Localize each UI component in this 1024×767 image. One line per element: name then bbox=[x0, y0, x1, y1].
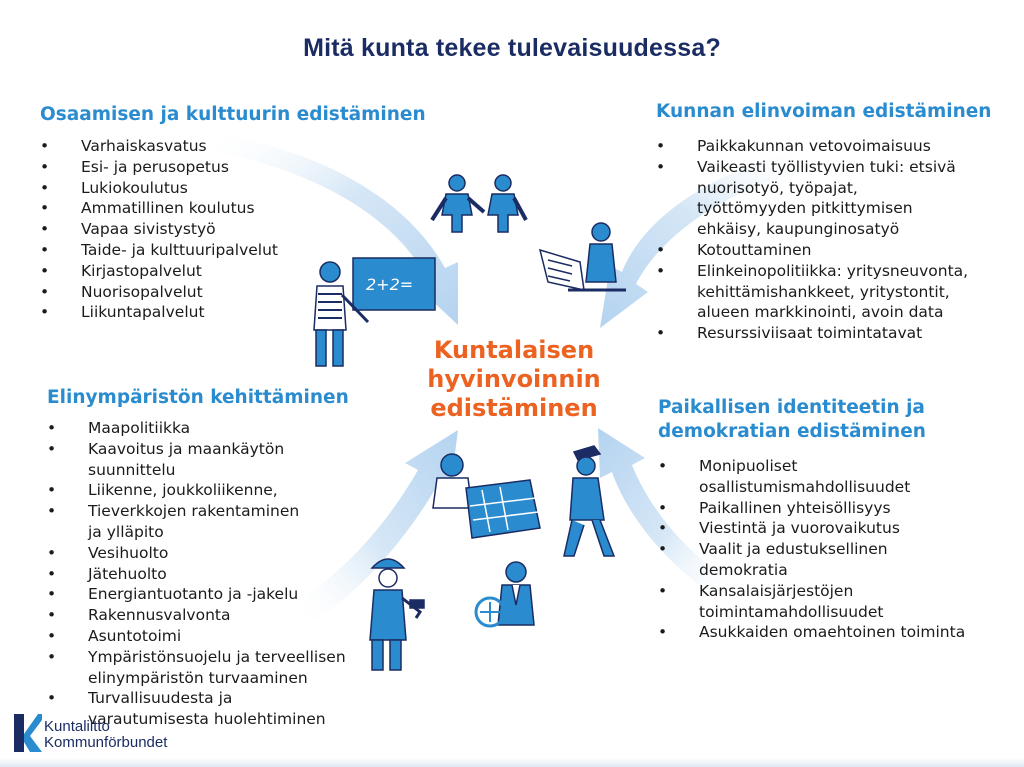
list-item: • Liikenne, joukkoliikenne, bbox=[47, 480, 346, 501]
section-heading-line-2: demokratian edistäminen bbox=[658, 421, 926, 442]
list-item-continuation: ja ylläpito bbox=[88, 522, 164, 541]
logo-text bbox=[44, 719, 167, 751]
list-elinymparisto bbox=[47, 418, 346, 730]
section-heading-elinvoima: Kunnan elinvoiman edistäminen bbox=[656, 101, 992, 122]
speaker-podium-icon bbox=[476, 562, 534, 626]
list-item: • Resurssiviisaat toimintatavat bbox=[656, 323, 968, 344]
page-title: Mitä kunta tekee tulevaisuudessa? bbox=[303, 34, 721, 62]
list-item: • Kirjastopalvelut bbox=[40, 261, 278, 282]
list-item: • Taide- ja kulttuuripalvelut bbox=[40, 240, 278, 261]
list-item: • Vaalit ja edustuksellinen bbox=[658, 539, 965, 560]
list-item-continuation: kehittämishankkeet, yritystontit, bbox=[697, 282, 950, 301]
list-item: • Vesihuolto bbox=[47, 543, 346, 564]
list-identiteetti bbox=[658, 456, 965, 643]
planner-map-icon bbox=[433, 454, 540, 538]
list-item-continuation: varautumisesta huolehtiminen bbox=[88, 710, 326, 729]
list-item-continuation: demokratia bbox=[699, 560, 788, 579]
list-item: • Elinkeinopolitiikka: yritysneuvonta, bbox=[656, 261, 968, 282]
list-item: • Turvallisuudesta ja bbox=[47, 688, 346, 709]
list-item: • Kaavoitus ja maankäytön bbox=[47, 439, 346, 460]
list-item: • Maapolitiikka bbox=[47, 418, 346, 439]
list-item: • Nuorisopalvelut bbox=[40, 282, 278, 303]
list-item: • Ammatillinen koulutus bbox=[40, 198, 278, 219]
list-item: • Kansalaisjärjestöjen bbox=[658, 581, 965, 602]
logo-line-2: Kommunförbundet bbox=[44, 734, 168, 751]
section-heading-osaaminen: Osaamisen ja kulttuurin edistäminen bbox=[40, 104, 426, 125]
section-heading-identiteetti bbox=[658, 396, 926, 444]
list-item: • Asuntotoimi bbox=[47, 626, 346, 647]
list-osaaminen bbox=[40, 136, 278, 323]
center-line-1: Kuntalaisen bbox=[433, 336, 595, 364]
list-elinvoima bbox=[656, 136, 968, 344]
construction-worker-icon bbox=[370, 559, 424, 670]
list-item: • Esi- ja perusopetus bbox=[40, 157, 278, 178]
list-item: • Viestintä ja vuorovaikutus bbox=[658, 518, 965, 539]
list-item: • Varhaiskasvatus bbox=[40, 136, 278, 157]
list-item: • Lukiokoulutus bbox=[40, 178, 278, 199]
list-item: • Kotouttaminen bbox=[656, 240, 968, 261]
children-holding-hands-icon bbox=[432, 175, 526, 232]
list-item-continuation: suunnittelu bbox=[88, 460, 176, 479]
kuntaliitto-logo-icon bbox=[12, 712, 42, 754]
center-line-3: edistäminen bbox=[430, 394, 598, 422]
list-item-continuation: osallistumismahdollisuudet bbox=[699, 477, 911, 496]
office-worker-desk-icon bbox=[540, 223, 626, 290]
list-item: • Monipuoliset bbox=[658, 456, 965, 477]
list-item: • Rakennusvalvonta bbox=[47, 605, 346, 626]
list-item: • Paikkakunnan vetovoimaisuus bbox=[656, 136, 968, 157]
center-title bbox=[402, 336, 626, 423]
blackboard-text: 2+2= bbox=[366, 275, 414, 294]
list-item: • Vaikeasti työllistyvien tuki: etsivä bbox=[656, 157, 968, 178]
list-item: • Ympäristönsuojelu ja terveellisen bbox=[47, 647, 346, 668]
list-item-continuation: työttömyyden pitkittymisen bbox=[697, 199, 913, 218]
section-heading-elinymparisto: Elinympäristön kehittäminen bbox=[47, 387, 349, 408]
list-item: • Asukkaiden omaehtoinen toiminta bbox=[658, 622, 965, 643]
list-item: • Liikuntapalvelut bbox=[40, 302, 278, 323]
list-item-continuation: nuorisotyö, työpajat, bbox=[697, 178, 858, 197]
footer-rule bbox=[0, 758, 1024, 767]
list-item: • Jätehuolto bbox=[47, 564, 346, 585]
list-item-continuation: toimintamahdollisuudet bbox=[699, 602, 884, 621]
list-item: • Paikallinen yhteisöllisyys bbox=[658, 498, 965, 519]
list-item-continuation: alueen markkinointi, avoin data bbox=[697, 303, 944, 322]
list-item: • Tieverkkojen rakentaminen bbox=[47, 501, 346, 522]
list-item: • Vapaa sivistystyö bbox=[40, 219, 278, 240]
list-item-continuation: ehkäisy, kaupunginosatyö bbox=[697, 220, 900, 239]
logo-line-1: Kuntaliitto bbox=[44, 718, 110, 735]
list-item-continuation: elinympäristön turvaaminen bbox=[88, 668, 308, 687]
list-item: • Energiantuotanto ja -jakelu bbox=[47, 584, 346, 605]
section-heading-line-1: Paikallisen identiteetin ja bbox=[658, 397, 925, 418]
center-line-2: hyvinvoinnin bbox=[427, 365, 601, 393]
